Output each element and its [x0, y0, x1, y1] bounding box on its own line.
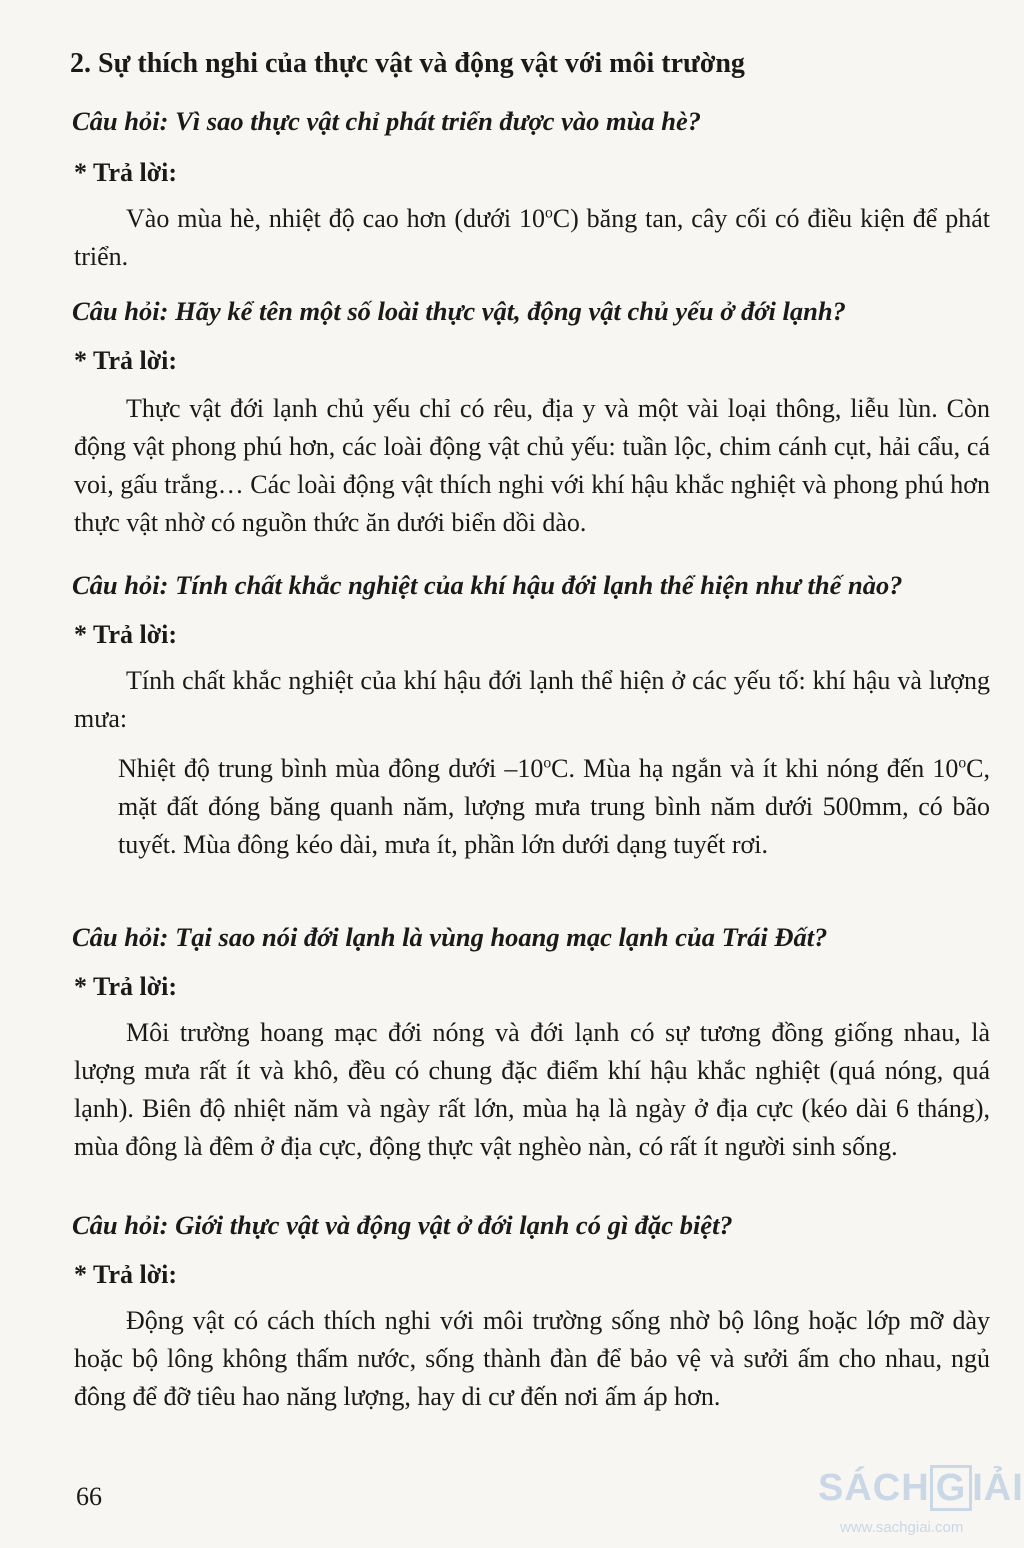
question-5: Câu hỏi: Giới thực vật và động vật ở đới lạnh có gì đặc biệt? — [72, 1210, 733, 1240]
answer-5: Động vật có cách thích nghi với môi trường sống nhờ bộ lông hoặc lớp mỡ dày hoặc bộ lông không thấm nước, sống thành đàn để bảo vệ và sưởi ấm cho nhau, ngủ đông để đỡ tiêu hao năng lượng, hay di cư đến nơi ấm áp hơn. — [74, 1306, 990, 1411]
watermark-url: www.sachgiai.com — [840, 1519, 964, 1536]
question-1: Câu hỏi: Vì sao thực vật chỉ phát triển được vào mùa hè? — [72, 106, 702, 136]
question-4: Câu hỏi: Tại sao nói đới lạnh là vùng hoang mạc lạnh của Trái Đất? — [72, 922, 828, 952]
page-number: 66 — [76, 1482, 102, 1511]
question-2: Câu hỏi: Hãy kể tên một số loài thực vật, động vật chủ yếu ở đới lạnh? — [72, 296, 846, 326]
question-3: Câu hỏi: Tính chất khắc nghiệt của khí hậu đới lạnh thể hiện như thế nào? — [72, 570, 903, 600]
section-title: 2. Sự thích nghi của thực vật và động vật với môi trường — [70, 48, 745, 79]
answer-label-3: * Trả lời: — [74, 620, 177, 649]
answer-3: Tính chất khắc nghiệt của khí hậu đới lạnh thể hiện ở các yếu tố: khí hậu và lượng mưa: — [74, 666, 990, 733]
answer-2: Thực vật đới lạnh chủ yếu chỉ có rêu, địa y và một vài loại thông, liễu lùn. Còn động vật phong phú hơn, các loài động vật chủ yếu: tuần lộc, chim cánh cụt, hải cẩu, cá voi, gấu trắng… Các loài động vật thích nghi với khí hậu khắc nghiệt và phong phú hơn thực vật nhờ có nguồn thức ăn dưới biển dồi dào. — [74, 394, 990, 537]
answer-label-4: * Trả lời: — [74, 972, 177, 1001]
answer-4: Môi trường hoang mạc đới nóng và đới lạnh có sự tương đồng giống nhau, là lượng mưa rất ít và khô, đều có chung đặc điểm khí hậu khắc nghiệt (quá nóng, quá lạnh). Biên độ nhiệt năm và ngày rất lớn, mùa hạ là ngày ở địa cực (kéo dài 6 tháng), mùa đông là đêm ở địa cực, động thực vật nghèo nàn, có rất ít người sinh sống. — [74, 1018, 990, 1161]
watermark-logo — [818, 1465, 1024, 1545]
answer-label-1: * Trả lời: — [74, 158, 177, 187]
answer-3-detail: Nhiệt độ trung bình mùa đông dưới –10$^o$C. Mùa hạ ngắn và ít khi nóng đến 10$^o$C, mặt đất đóng băng quanh năm, lượng mưa trung bình năm dưới 500mm, có bão tuyết. Mùa đông kéo dài, mưa ít, phần lớn dưới dạng tuyết rơi. — [118, 754, 990, 859]
answer-label-5: * Trả lời: — [74, 1260, 177, 1289]
answer-1: Vào mùa hè, nhiệt độ cao hơn (dưới 10$^o$C) băng tan, cây cối có điều kiện để phát triển. — [74, 204, 990, 271]
watermark-brand: SÁCH G IẢI — [818, 1467, 1024, 1509]
answer-label-2: * Trả lời: — [74, 346, 177, 375]
